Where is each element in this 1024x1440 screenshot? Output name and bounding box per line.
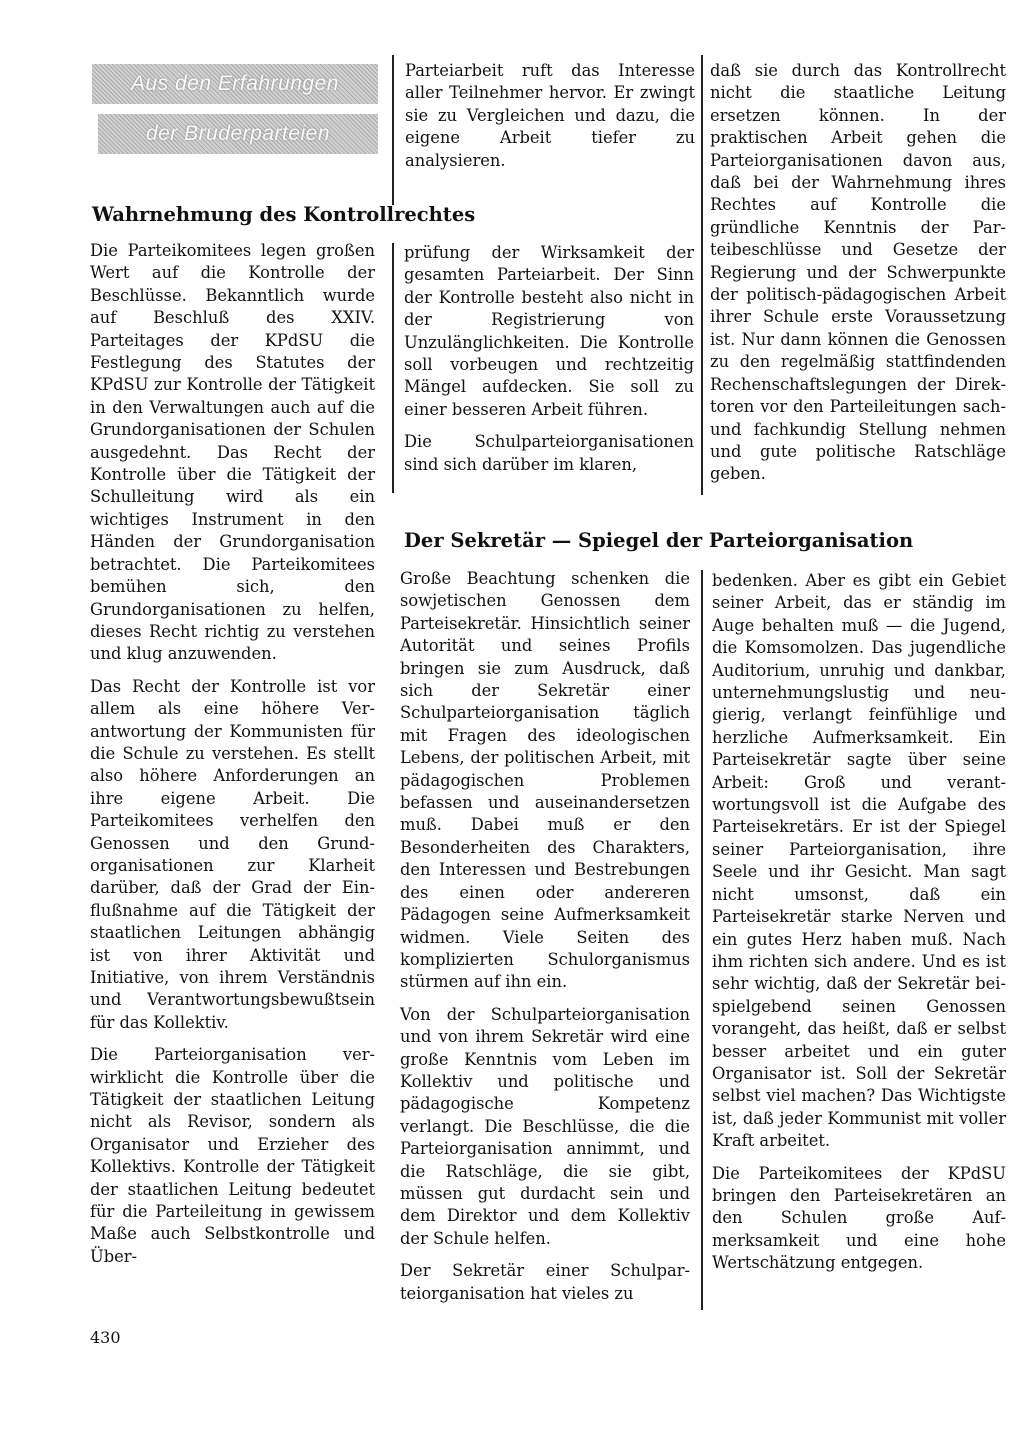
paragraph: Die Parteikomitees der KPdSU bringen den Parteisekretären an den Schulen große Aufmerksamkeit und eine hohe Wertschätzung entgegen. (712, 1163, 1006, 1273)
paragraph: Die Parteiorganisation verwirklicht die Kontrolle über die Tätigkeit der staatlichen Leitung nicht als Revisor, sondern als Organisator und Erzieher des Kollektivs. Kontrolle der Tätigkeit der staatlichen Leitung bedeutet für die Parteileitung in gewissem Maße auch Selbstkontrolle und Über- (90, 1045, 375, 1266)
banner-line-2: der Bruderparteien (98, 114, 378, 154)
column-right (710, 60, 1006, 486)
paragraph: Große Beachtung schenken die sowjetischen Genossen dem Parteisekretär. Hinsichtlich seiner Autorität und seines Profils bringen sie zum Ausdruck, daß sich der Sekretär einer Schulparteiorganisation täglich mit Fragen des ideologischen Lebens, der politischen Arbeit, mit pädagogischen Problemen befassen und auseinandersetzen muß. Dabei muß er den Besonderheiten des Charakters, den Interessen und Bestrebungen des einen oder andereren Pädagogen seine Aufmerksamkeit widmen. Viele Seiten des komplizierten Schulorganismus stürmen auf ihn ein. (400, 569, 690, 992)
paragraph: Von der Schulparteiorganisation und von ihrem Sekretär wird eine große Kenntnis vom Leben im Kollektiv und politische und pädagogische Kompetenz verlangt. Die Beschlüsse, die die Parteiorganisation annimmt, und die Ratschläge, die sie gibt, müssen gut durdacht sein und dem Direktor und dem Kollektiv der Schule helfen. (400, 1004, 690, 1248)
column-left (90, 240, 375, 1268)
paragraph: Die Schulparteiorganisationen sind sich darüber im klaren, (404, 432, 694, 474)
section-heading-kontrollrechte: Wahrnehmung des Kontrollrechtes (92, 203, 476, 226)
paragraph: Parteiarbeit ruft das Interesse aller Teilnehmer hervor. Er zwingt sie zu Vergleichen und dazu, die eigene Arbeit tiefer zu analysieren. (405, 61, 695, 170)
column-rule-bottom-left (392, 243, 394, 493)
paragraph: bedenken. Aber es gibt ein Gebiet seiner Arbeit, das er ständig im Auge behalten muß — die Jugend, die Komsomolzen. Das jugendliche Auditorium, unruhig und dankbar, unternehmungslustig und neugierig, verlangt feinfühlige und herzliche Aufmerksamkeit. Ein Parteisekretär sagte über seine Arbeit: Groß und verantwortungsvoll ist die Aufgabe des Parteisekretärs. Er ist der Spiegel seiner Parteiorganisation, ihre Seele und ihr Gesicht. Man sagt nicht umsonst, daß ein Parteisekretär starke Nerven und ein gutes Herz haben muß. Nach ihm richten sich andere. Und es ist sehr wichtig, daß der Sekretär beispielgebend seinen Genossen vorangeht, das heißt, daß er selbst besser arbeitet und ein guter Organisator ist. Soll der Sekretär selbst viel machen? Das Wichtigste ist, daß jeder Kommunist mit voller Kraft arbeitet. (712, 571, 1006, 1151)
paragraph: Der Sekretär einer Schulparteiorganisation hat vieles zu (400, 1261, 690, 1303)
column-rule-top-right (701, 55, 703, 495)
column-middle (404, 242, 694, 476)
column-rule-bottom-right (701, 570, 703, 1310)
paragraph: Das Recht der Kontrolle ist vor allem als eine höhere Verantwortung der Kommunisten für die Schule zu verstehen. Es stellt also höhere Anforderungen an ihre eigene Arbeit. Die Parteikomitees verhelfen den Genossen und den Grundorganisationen zur Klarheit darüber, daß der Grad der Einflußnahme auf die Tätigkeit der staatlichen Leitungen abhängig ist von ihrer Aktivität und Initiative, von ihrem Verständnis und Verantwortungsbewußtsein für das Kollektiv. (90, 676, 375, 1032)
banner-line-1: Aus den Erfahrungen (92, 64, 378, 104)
column-rule-top-left (392, 55, 394, 205)
section-banner (92, 58, 382, 162)
column-middle-section2 (400, 568, 690, 1305)
paragraph: Die Parteikomitees legen großen Wert auf die Kontrolle der Beschlüsse. Bekanntlich wurde auf Beschluß des XXIV. Parteitages der KPdSU die Festlegung des Statutes der KPdSU zur Kontrolle der Tätigkeit in den Verwaltungen auch auf die Grundorganisationen der Schulen ausgedehnt. Das Recht der Kontrolle über die Tätigkeit der Schulleitung wird als ein wichtiges Instrument in den Händen der Grundorganisation betrachtet. Die Parteikomitees bemühen sich, den Grundorganisationen zu helfen, dieses Recht richtig zu verstehen und klug anzuwenden. (90, 241, 375, 664)
paragraph: daß sie durch das Kontrollrecht nicht die staatliche Leitung ersetzen können. In der praktischen Arbeit gehen die Parteiorganisationen davon aus, daß bei der Wahrnehmung ihres Rechtes auf Kontrolle die gründliche Kenntnis der Parteibeschlüsse und Gesetze der Regierung und der Schwerpunkte der politisch-pädagogischen Arbeit ihrer Schule erste Voraussetzung ist. Nur dann können die Genossen zu den regelmäßig stattfindenden Rechenschaftslegungen der Direktoren vor den Parteileitungen sach- und fachkundig Stellung nehmen und gute politische Ratschläge geben. (710, 61, 1006, 484)
paragraph: prüfung der Wirksamkeit der gesamten Parteiarbeit. Der Sinn der Kontrolle besteht also nicht in der Registrierung von Unzulänglichkeiten. Die Kontrolle soll vorbeugen und rechtzeitig Mängel aufdecken. Sie soll zu einer besseren Arbeit führen. (404, 243, 694, 419)
column-top-middle (405, 60, 695, 172)
page-number: 430 (90, 1328, 121, 1347)
section-heading-sekretaer: Der Sekretär — Spiegel der Parteiorganisation (404, 529, 914, 552)
column-right-section2 (712, 570, 1006, 1275)
